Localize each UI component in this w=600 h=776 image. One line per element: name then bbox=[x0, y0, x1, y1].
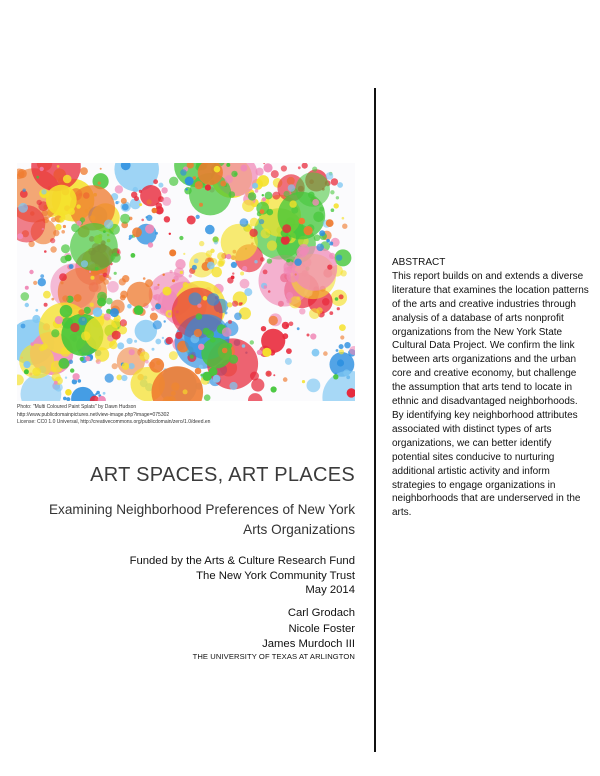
paint-splat bbox=[57, 165, 60, 168]
paint-splat bbox=[59, 273, 67, 281]
paint-splat bbox=[263, 163, 272, 172]
paint-splat bbox=[115, 185, 123, 193]
paint-splat bbox=[282, 224, 291, 233]
paint-splat bbox=[283, 377, 288, 382]
paint-splat bbox=[196, 313, 203, 320]
paint-splat bbox=[199, 203, 203, 207]
paint-splat bbox=[169, 351, 178, 360]
paint-splat bbox=[194, 259, 199, 264]
paint-splat bbox=[299, 218, 306, 225]
paint-splat bbox=[33, 281, 37, 285]
funding-info bbox=[55, 554, 355, 598]
paint-splat bbox=[183, 389, 188, 394]
paint-splat bbox=[333, 374, 338, 379]
paint-splat bbox=[302, 380, 305, 383]
paint-splat bbox=[205, 225, 215, 235]
paint-splat bbox=[339, 324, 346, 331]
paint-splat bbox=[132, 227, 142, 237]
paint-splat bbox=[337, 359, 344, 366]
paint-splat bbox=[340, 335, 344, 339]
paint-splat bbox=[329, 242, 333, 246]
paint-splat bbox=[63, 225, 66, 228]
paint-splat bbox=[69, 264, 74, 269]
paint-splat bbox=[319, 230, 325, 236]
photo-credit-line: http://www.publicdomainpictures.net/view-image.php?image=075302 bbox=[17, 411, 170, 418]
funding-line: Funded by the Arts & Culture Research Fund bbox=[129, 555, 355, 567]
paint-splat bbox=[231, 276, 235, 280]
paint-splat bbox=[18, 169, 27, 178]
paint-splat bbox=[281, 236, 290, 245]
paint-splat bbox=[145, 224, 154, 233]
paint-splat bbox=[134, 305, 144, 315]
paint-splat bbox=[29, 270, 33, 274]
paint-splat bbox=[97, 292, 107, 302]
paint-splat bbox=[44, 303, 48, 307]
paint-splat bbox=[172, 279, 175, 282]
paint-splat bbox=[31, 342, 35, 346]
paint-splat bbox=[106, 298, 113, 305]
paint-splat bbox=[205, 185, 211, 191]
paint-splat bbox=[334, 203, 339, 208]
paint-splat bbox=[342, 217, 345, 220]
paint-splat bbox=[273, 374, 275, 376]
paint-splat bbox=[147, 199, 152, 204]
paint-splat bbox=[117, 201, 119, 203]
paint-splat bbox=[180, 169, 186, 175]
paint-splat bbox=[105, 374, 114, 383]
paint-splat bbox=[41, 189, 46, 194]
paint-splat bbox=[262, 197, 266, 201]
paint-splat bbox=[74, 294, 82, 302]
paint-splat bbox=[260, 209, 265, 214]
paint-splat bbox=[89, 271, 91, 273]
paint-splat bbox=[81, 260, 88, 267]
paint-splat bbox=[65, 389, 72, 396]
paint-splat bbox=[78, 317, 87, 326]
paint-splat bbox=[240, 165, 247, 172]
paint-splat bbox=[226, 254, 231, 259]
paint-splat bbox=[227, 302, 232, 307]
paint-splat bbox=[141, 219, 144, 222]
paint-splat bbox=[152, 208, 158, 214]
paint-splat bbox=[304, 226, 313, 235]
paint-splat bbox=[312, 199, 319, 206]
funding-line: The New York Community Trust bbox=[196, 569, 355, 582]
paint-splat bbox=[225, 175, 233, 183]
paint-splat bbox=[54, 381, 58, 385]
paint-splat bbox=[210, 249, 214, 253]
paint-splat bbox=[169, 233, 171, 235]
paint-splat bbox=[248, 192, 256, 200]
paint-splat bbox=[326, 172, 334, 180]
paint-splat bbox=[336, 255, 342, 261]
paint-splat bbox=[287, 259, 291, 263]
paint-splat bbox=[186, 188, 188, 190]
paint-splat bbox=[194, 329, 202, 337]
paint-splat bbox=[164, 216, 170, 222]
paint-splat bbox=[175, 332, 182, 339]
paint-splat bbox=[203, 296, 208, 301]
paint-splat bbox=[93, 307, 103, 317]
paint-splat bbox=[104, 220, 113, 229]
paint-splat bbox=[262, 194, 264, 196]
paint-splat bbox=[32, 367, 41, 376]
paint-splat bbox=[307, 369, 356, 401]
paint-splat bbox=[65, 255, 72, 262]
paint-splat bbox=[150, 313, 158, 321]
paint-splat bbox=[199, 365, 203, 369]
paint-splat bbox=[307, 334, 310, 337]
paint-splat bbox=[266, 371, 272, 377]
paint-splat bbox=[263, 163, 265, 164]
paint-splat bbox=[139, 203, 142, 206]
paint-splat bbox=[202, 372, 211, 381]
paint-splat bbox=[70, 323, 79, 332]
paint-splat bbox=[117, 342, 124, 349]
abstract-heading: ABSTRACT bbox=[392, 257, 446, 268]
paint-splat bbox=[249, 229, 257, 237]
paint-splat bbox=[326, 219, 334, 227]
paint-splat bbox=[103, 392, 106, 395]
paint-splat bbox=[24, 369, 29, 374]
photo-credit bbox=[17, 404, 362, 427]
paint-splat bbox=[122, 363, 129, 370]
paint-splat bbox=[96, 359, 101, 364]
paint-splat bbox=[95, 267, 99, 271]
paint-splat bbox=[162, 197, 171, 206]
paint-splat bbox=[77, 221, 82, 226]
paint-splat bbox=[148, 242, 153, 247]
paint-splat bbox=[204, 394, 211, 401]
report-title: ART SPACES, ART PLACES bbox=[90, 464, 355, 486]
paint-splat bbox=[23, 189, 26, 192]
paint-splats-image bbox=[17, 163, 355, 401]
paint-splat bbox=[21, 292, 30, 301]
paint-splat bbox=[129, 363, 135, 369]
paint-splat bbox=[91, 276, 95, 280]
paint-splat bbox=[127, 304, 132, 309]
paint-splat bbox=[222, 327, 232, 337]
paint-splat bbox=[184, 187, 191, 194]
paint-splat bbox=[259, 219, 264, 224]
paint-splat bbox=[18, 203, 28, 213]
report-subtitle bbox=[15, 500, 355, 540]
paint-splat bbox=[122, 204, 129, 211]
paint-splat bbox=[17, 233, 23, 239]
paint-splat bbox=[164, 320, 166, 322]
paint-splat bbox=[257, 350, 262, 355]
paint-splat bbox=[103, 279, 109, 285]
subtitle-line: Examining Neighborhood Preferences of New York bbox=[48, 502, 355, 517]
author-name: James Murdoch III bbox=[262, 638, 355, 651]
paint-splat bbox=[197, 304, 201, 308]
author-name: Carl Grodach bbox=[287, 607, 355, 619]
paint-splat bbox=[297, 327, 300, 330]
paint-splat bbox=[23, 361, 30, 368]
paint-splat bbox=[339, 349, 344, 354]
paint-splat bbox=[335, 297, 339, 301]
paint-splat bbox=[217, 312, 219, 314]
paint-splat bbox=[271, 386, 277, 392]
paint-splat bbox=[166, 337, 173, 344]
paint-splat bbox=[44, 250, 47, 253]
paint-splat bbox=[169, 249, 176, 256]
paint-splat bbox=[312, 349, 320, 357]
paint-splat bbox=[342, 224, 347, 229]
paint-splat bbox=[323, 351, 328, 356]
paint-splat bbox=[40, 167, 44, 171]
paint-splat bbox=[295, 273, 297, 275]
paint-splat bbox=[145, 360, 149, 364]
column-divider bbox=[374, 88, 376, 752]
subtitle-line: Arts Organizations bbox=[243, 522, 355, 537]
paint-splat bbox=[316, 244, 324, 252]
paint-splat bbox=[110, 308, 119, 317]
paint-splat bbox=[131, 253, 136, 258]
paint-splat bbox=[25, 286, 29, 290]
paint-splat bbox=[326, 239, 330, 243]
paint-splat bbox=[285, 358, 292, 365]
paint-splat bbox=[192, 265, 197, 270]
paint-splat bbox=[36, 176, 39, 179]
paint-splat bbox=[267, 209, 274, 216]
paint-splat bbox=[21, 324, 26, 329]
funding-line: May 2014 bbox=[305, 584, 355, 596]
paint-splat bbox=[69, 360, 73, 364]
paint-splat bbox=[179, 236, 183, 240]
paint-splat bbox=[250, 340, 254, 344]
paint-splat bbox=[286, 298, 291, 303]
paint-splat bbox=[228, 320, 232, 324]
paint-splat bbox=[163, 287, 172, 296]
paint-splat bbox=[222, 348, 228, 354]
paint-splat bbox=[269, 316, 278, 325]
paint-splat bbox=[327, 265, 332, 270]
paint-splat bbox=[207, 262, 215, 270]
paint-splat bbox=[288, 184, 295, 191]
paint-splat bbox=[240, 218, 249, 227]
paint-splat bbox=[254, 260, 257, 263]
paint-splat bbox=[242, 344, 246, 348]
paint-splat bbox=[214, 166, 221, 173]
paint-splat bbox=[196, 215, 200, 219]
paint-splat bbox=[55, 316, 63, 324]
paint-splat bbox=[187, 216, 196, 225]
paint-splat bbox=[155, 304, 161, 310]
paint-splat bbox=[169, 177, 178, 186]
paint-splat bbox=[104, 313, 111, 320]
paint-splat bbox=[38, 278, 46, 286]
paint-splat bbox=[229, 382, 237, 390]
paint-splat bbox=[262, 348, 271, 357]
photo-credit-line: License: CC0 1.0 Universal, http://creativecommons.org/publicdomain/zero/1.0/deed.en bbox=[17, 419, 211, 426]
paint-splat bbox=[310, 333, 316, 339]
paint-splat bbox=[294, 259, 301, 266]
abstract-section bbox=[392, 256, 590, 520]
paint-splat bbox=[129, 349, 135, 355]
paint-splat bbox=[112, 331, 121, 340]
paint-splat bbox=[124, 323, 126, 325]
paint-splat bbox=[39, 346, 45, 352]
paint-splat bbox=[242, 266, 247, 271]
paint-splat bbox=[103, 230, 106, 233]
paint-splat bbox=[239, 302, 242, 305]
paint-splat bbox=[244, 288, 252, 296]
paint-splat bbox=[226, 163, 230, 167]
paint-splat bbox=[42, 228, 44, 230]
paint-splat bbox=[231, 262, 237, 268]
paint-splat bbox=[121, 375, 127, 381]
paint-splat bbox=[264, 285, 267, 288]
paint-splat bbox=[62, 295, 68, 301]
paint-splat bbox=[40, 274, 44, 278]
paint-splat bbox=[185, 177, 194, 186]
paint-splat bbox=[35, 309, 38, 312]
paint-splat bbox=[289, 200, 296, 207]
paint-splat bbox=[213, 236, 219, 242]
abstract-body: This report builds on and extends a diverse literature that examines the location patterns of the arts and creative industries through analysis of a database of arts nonprofit organizations from the New York State Cultural Data Project. We confirm the link between arts organizations and the urban core and creative economy, but challenge the assumption that arts tend to locate in ethnic and disadvantaged neighborhoods. By identifying key neighborhood attributes associated with distinct types of arts organizations, we can better identify potential sites conducive to nurturing additional artistic activity and inform strategies to engage organizations in neighborhoods that are underserved in the arts. bbox=[392, 270, 589, 519]
paint-splat bbox=[161, 187, 167, 193]
paint-splat bbox=[268, 290, 271, 293]
photo-credit-line: Photo: "Multi Coloured Paint Splats" by Dawn Hudson bbox=[17, 404, 137, 410]
author-list bbox=[55, 606, 355, 653]
paint-splat bbox=[252, 183, 258, 189]
university-name: THE UNIVERSITY OF TEXAS AT ARLINGTON bbox=[192, 652, 355, 661]
paint-splat bbox=[213, 375, 221, 383]
paint-splat bbox=[289, 322, 294, 327]
paint-splat bbox=[163, 274, 165, 276]
paint-splat bbox=[78, 309, 84, 315]
paint-splat bbox=[51, 329, 59, 337]
paint-splat bbox=[337, 182, 343, 188]
cover-photo bbox=[17, 163, 355, 401]
paint-splat bbox=[198, 344, 204, 350]
author-name: Nicole Foster bbox=[288, 622, 355, 635]
